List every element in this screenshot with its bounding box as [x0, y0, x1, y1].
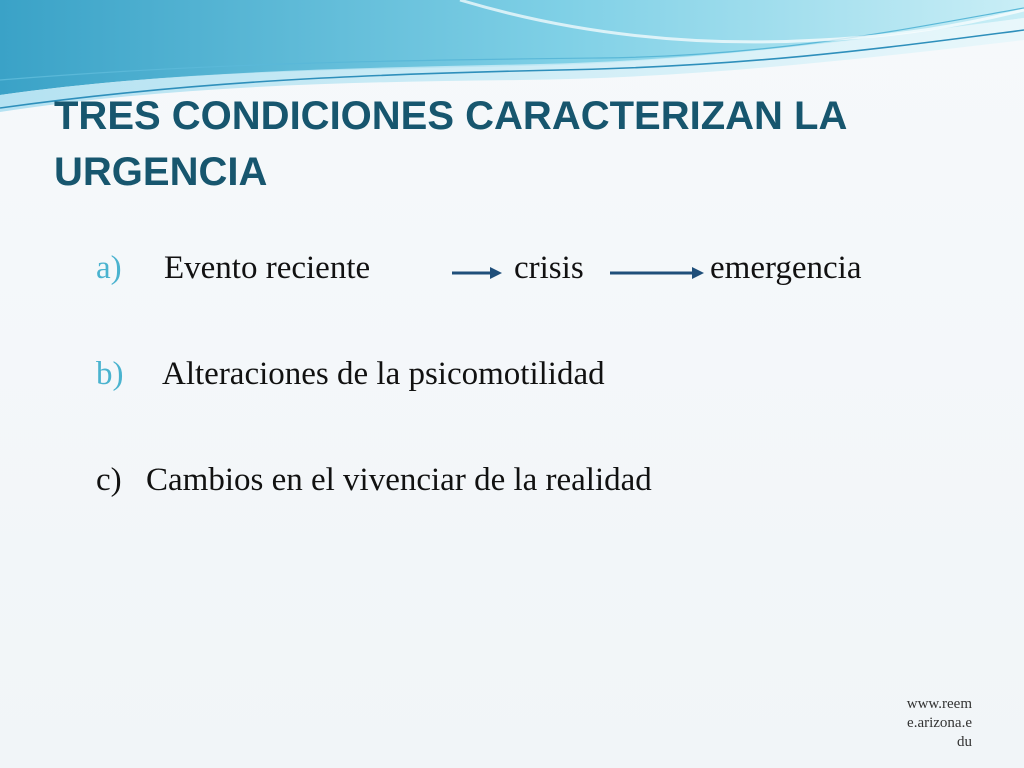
arrow-right-icon — [452, 263, 504, 279]
item-b-text: Alteraciones de la psicomotilidad — [162, 356, 605, 392]
source-url-line-3: du — [957, 734, 972, 750]
item-c-text: Cambios en el vivenciar de la realidad — [146, 462, 652, 498]
source-url — [892, 695, 972, 752]
source-url-line-2: e.arizona.e — [907, 715, 972, 731]
list-item-b — [96, 352, 124, 396]
arrow-right-icon — [610, 263, 706, 279]
list-marker-b: b) — [96, 356, 124, 392]
list-marker-c: c) — [96, 462, 122, 498]
list-marker-a: a) — [96, 250, 122, 286]
item-a-part-2: crisis — [514, 250, 584, 286]
item-a-part-1: Evento reciente — [164, 250, 371, 286]
list-item-c — [96, 458, 122, 502]
list-item-a — [96, 246, 122, 290]
slide-title: TRES CONDICIONES CARACTERIZAN LA URGENCIA — [54, 94, 846, 194]
source-url-line-1: www.reem — [906, 696, 972, 712]
item-a-part-3: emergencia — [710, 250, 862, 286]
